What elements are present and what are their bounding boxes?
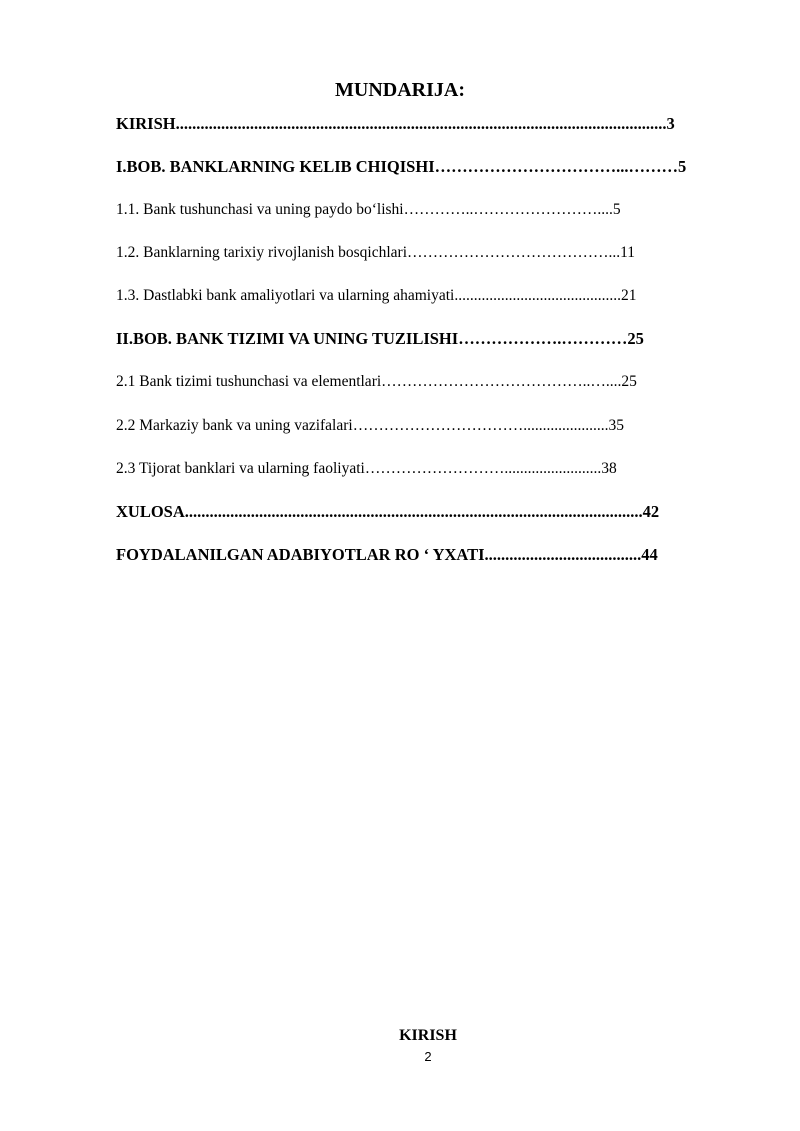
toc-entry-2-2: 2.2 Markaziy bank va uning vazifalari……………………………......................35 <box>116 417 624 434</box>
toc-entry-1-1: 1.1. Bank tushunchasi va uning paydo bo‘lishi…………..……………………....5 <box>116 201 621 218</box>
toc-entry-2-3: 2.3 Tijorat banklari va ularning faoliyati……………………….........................38 <box>116 460 617 477</box>
toc-entry-1-2: 1.2. Banklarning tarixiy rivojlanish bosqichlari…………………………………...11 <box>116 244 636 261</box>
section-heading-kirish: KIRISH <box>399 1027 457 1044</box>
toc-title: MUNDARIJA: <box>335 79 465 101</box>
toc-entry-1-3: 1.3. Dastlabki bank amaliyotlari va ularning ahamiyati...........................................21 <box>116 287 637 304</box>
page-number: 2 <box>424 1049 432 1064</box>
toc-entry-chapter-2: II.BOB. BANK TIZIMI VA UNING TUZILISHI……………….…………25 <box>116 329 644 348</box>
toc-entry-2-1: 2.1 Bank tizimi tushunchasi va elementlari…………………………………..…....25 <box>116 373 637 390</box>
toc-entry-chapter-1: I.BOB. BANKLARNING KELIB CHIQISHI……………………………...………5 <box>116 157 687 176</box>
toc-entry-xulosa: XULOSA...............................................................................................................42 <box>116 502 660 521</box>
toc-entry-kirish: KIRISH.......................................................................................................................3 <box>116 114 675 133</box>
toc-entry-adabiyotlar: FOYDALANILGAN ADABIYOTLAR RO ‘ YXATI......................................44 <box>116 545 658 564</box>
